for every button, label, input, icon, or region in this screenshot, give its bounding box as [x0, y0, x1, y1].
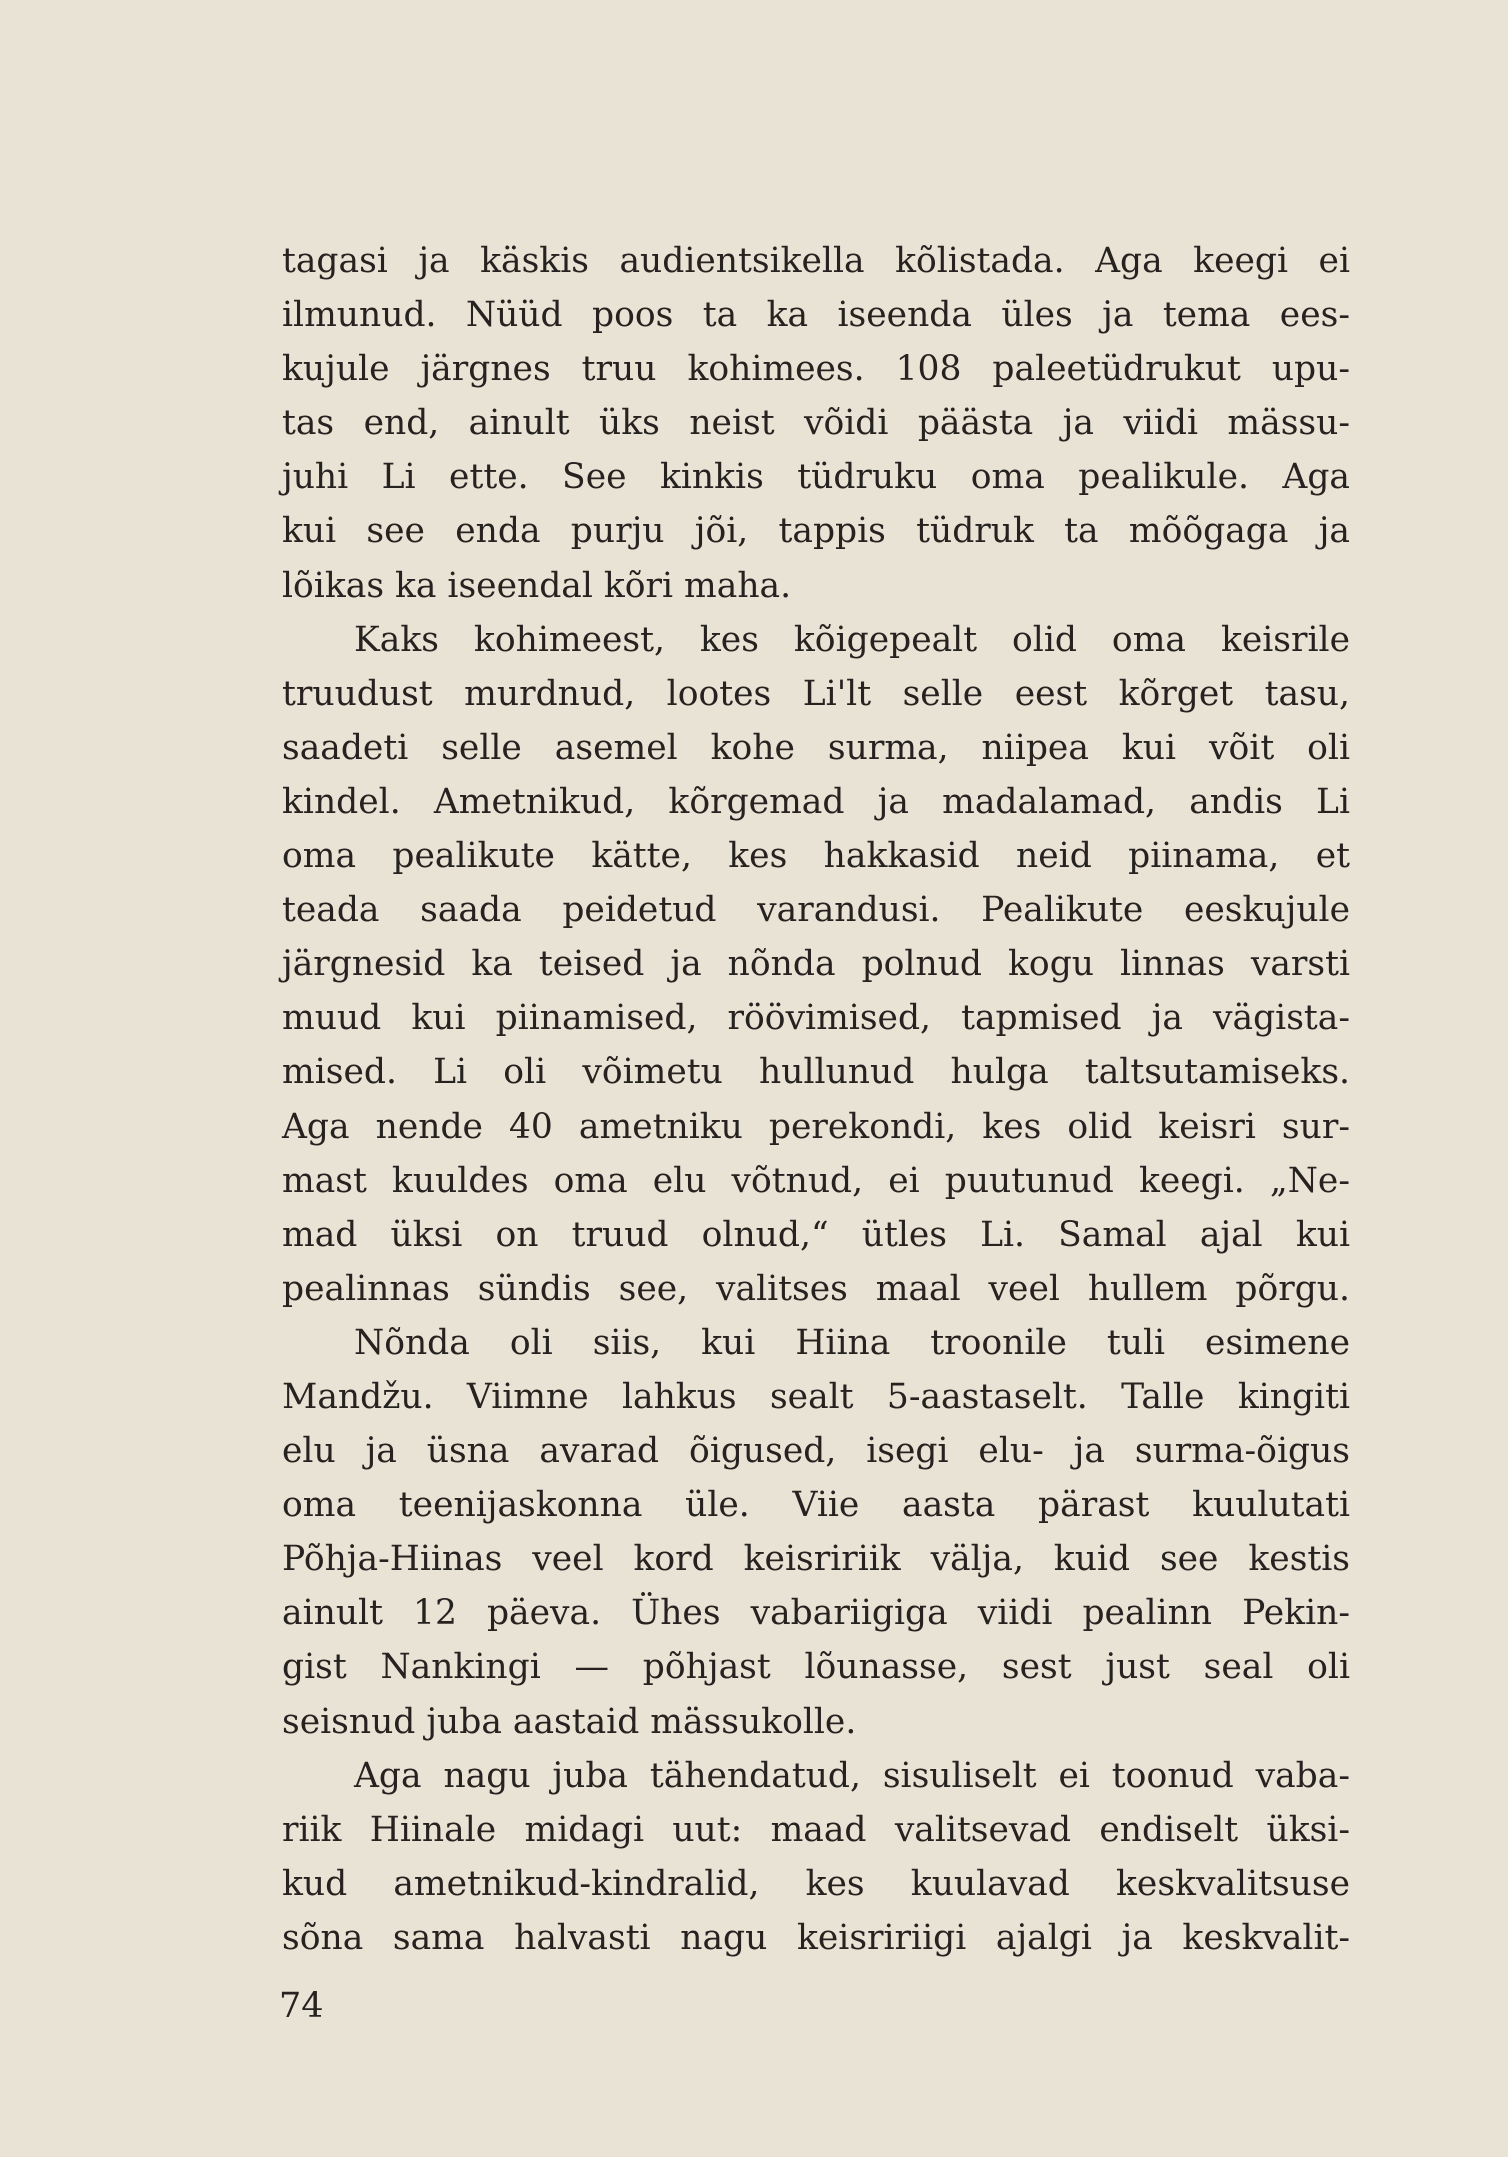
paragraph-4	[282, 1749, 1350, 1965]
text-line: kud ametnikud-kindralid, kes kuulavad keskvalitsuse	[282, 1863, 1350, 1904]
paragraph-1	[282, 234, 1350, 613]
text-line: riik Hiinale midagi uut: maad valitsevad endiselt üksi-	[282, 1809, 1350, 1850]
text-line: elu ja üsna avarad õigused, isegi elu- ja surma-õigus	[282, 1431, 1350, 1472]
text-line: ainult 12 päeva. Ühes vabariigiga viidi pealinn Pekin-	[282, 1593, 1350, 1634]
text-line: mised. Li oli võimetu hullunud hulga taltsutamiseks.	[282, 1052, 1350, 1093]
text-line: saadeti selle asemel kohe surma, niipea kui võit oli	[282, 727, 1350, 768]
text-line: mad üksi on truud olnud,“ ütles Li. Samal ajal kui	[282, 1214, 1350, 1255]
paragraph-2	[282, 613, 1350, 1316]
text-line: kui see enda purju jõi, tappis tüdruk ta mõõgaga ja	[282, 511, 1350, 552]
text-line: Mandžu. Viimne lahkus sealt 5-aastaselt. Talle kingiti	[282, 1376, 1350, 1417]
text-line: juhi Li ette. See kinkis tüdruku oma pealikule. Aga	[282, 457, 1350, 498]
text-line: Aga nende 40 ametniku perekondi, kes olid keisri sur-	[282, 1106, 1350, 1147]
text-line: Põhja-Hiinas veel kord keisririik välja, kuid see kestis	[282, 1539, 1350, 1580]
text-line: tagasi ja käskis audientsikella kõlistada. Aga keegi ei	[282, 241, 1350, 281]
text-line: lõikas ka iseendal kõri maha.	[282, 565, 792, 606]
text-line: Aga nagu juba tähendatud, sisuliselt ei toonud vaba-	[354, 1755, 1350, 1796]
text-line: muud kui piinamised, röövimised, tapmised ja vägista-	[282, 998, 1350, 1039]
text-line: järgnesid ka teised ja nõnda polnud kogu linnas varsti	[282, 944, 1350, 985]
text-line: Nõnda oli siis, kui Hiina troonile tuli esimene	[354, 1322, 1350, 1363]
text-line: kindel. Ametnikud, kõrgemad ja madalamad, andis Li	[282, 781, 1350, 822]
body-text	[282, 234, 1350, 1965]
text-line: tas end, ainult üks neist võidi päästa ja viidi mässu-	[282, 403, 1350, 444]
paragraph-3	[282, 1316, 1350, 1749]
text-line: pealinnas sündis see, valitses maal veel hullem põrgu.	[282, 1268, 1350, 1309]
text-line: ilmunud. Nüüd poos ta ka iseenda üles ja tema ees-	[282, 295, 1350, 336]
text-line: oma pealikute kätte, kes hakkasid neid piinama, et	[282, 836, 1350, 877]
page-number: 74	[279, 1986, 324, 2026]
text-line: sõna sama halvasti nagu keisririigi ajalgi ja keskvalit-	[282, 1917, 1350, 1958]
text-line: teada saada peidetud varandusi. Pealikute eeskujule	[282, 890, 1350, 931]
text-line: kujule järgnes truu kohimees. 108 paleetüdrukut upu-	[282, 349, 1350, 390]
text-line: mast kuuldes oma elu võtnud, ei puutunud keegi. „Ne-	[282, 1160, 1350, 1201]
text-line: Kaks kohimeest, kes kõigepealt olid oma keisrile	[354, 619, 1350, 660]
text-line: oma teenijaskonna üle. Viie aasta pärast kuulutati	[282, 1485, 1350, 1526]
text-line: seisnud juba aastaid mässukolle.	[282, 1701, 857, 1742]
text-line: truudust murdnud, lootes Li'lt selle eest kõrget tasu,	[282, 673, 1350, 714]
text-line: gist Nankingi — põhjast lõunasse, sest just seal oli	[282, 1647, 1350, 1688]
